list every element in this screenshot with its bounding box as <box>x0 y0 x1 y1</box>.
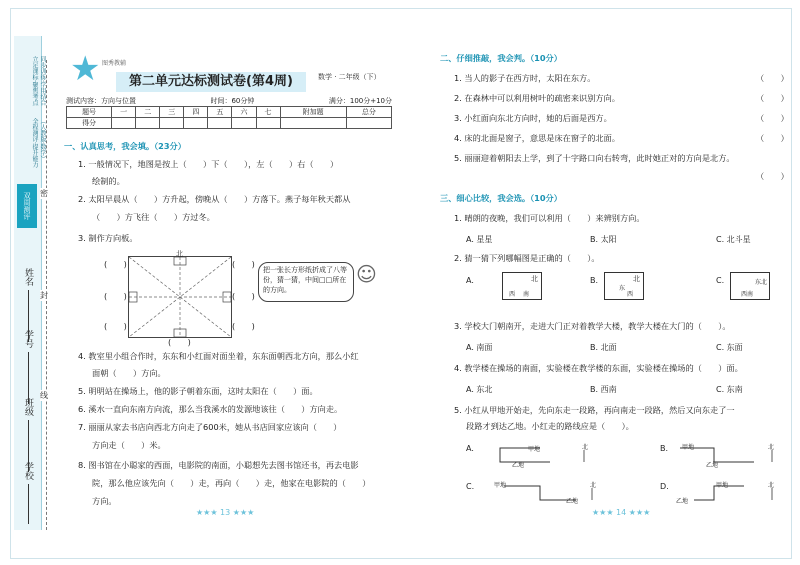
score-cell: 六 <box>232 107 256 118</box>
score-table <box>66 106 392 129</box>
choice-5-opt-d[interactable]: D. <box>660 482 669 491</box>
east-label: 东 <box>619 285 626 292</box>
strip-tag-3: 全程测评·提升能力 <box>31 118 38 168</box>
choice-1-opt-c[interactable]: C. 北斗星 <box>716 235 751 244</box>
northeast-label: 东北 <box>755 279 768 286</box>
choice-2: 2. 猜一猜下列哪幅图是正确的（ ）。 <box>454 253 600 263</box>
field-class[interactable]: 班级 <box>22 398 35 472</box>
option-a-diagram <box>502 272 542 300</box>
diagram-blank-3[interactable]: ( ) <box>104 291 127 301</box>
judge-5-answer[interactable]: （ ） <box>756 171 789 181</box>
judge-3-answer[interactable]: （ ） <box>756 113 789 123</box>
strip-tag-1: 立足课标·聚焦考点 <box>31 56 38 106</box>
star-logo-icon: ★ <box>70 49 101 89</box>
judge-1: 1. 当人的影子在西方时，太阳在东方。 <box>454 73 596 83</box>
score-cell: 总分 <box>346 107 391 118</box>
choice-5-opt-a[interactable]: A. <box>466 444 474 453</box>
route-c-north: 北 <box>590 482 597 489</box>
question-5: 5. 明明站在操场上，他的影子朝着东面，这时太阳在（ ）面。 <box>78 386 318 396</box>
score-cell: 五 <box>208 107 232 118</box>
page-title: 第二单元达标测试卷(第4周) <box>116 72 306 92</box>
question-1: 1. 一般情况下，地图是按上（ ）下（ ），左（ ）右（ ） <box>78 159 339 169</box>
diagram-blank-6[interactable]: ( ) <box>232 321 255 331</box>
test-meta <box>66 96 392 106</box>
field-id[interactable]: 学号 <box>22 330 35 404</box>
judge-4-answer[interactable]: （ ） <box>756 133 789 143</box>
question-7: 7. 丽丽从家去书店向西北方向走了600米，她从书店回家应该向（ ） <box>78 422 342 432</box>
field-name[interactable]: 姓名 <box>22 268 35 342</box>
choice-2-opt-a[interactable]: A. <box>466 276 474 285</box>
choice-3-opt-b[interactable]: B. 北面 <box>590 343 617 352</box>
question-3: 3. 制作方向板。 <box>78 233 138 243</box>
choice-3-opt-a[interactable]: A. 南面 <box>466 343 493 352</box>
choice-5-cont: 段路才到达乙地。小红走的路线应是（ ）。 <box>466 421 634 431</box>
judge-3: 3. 小红面向东北方向时，她的后面是西方。 <box>454 113 612 123</box>
section-2-heading: 二、仔细推敲，我会判。（10分） <box>440 53 562 63</box>
score-header-row <box>67 107 392 118</box>
route-a-start: 甲地 <box>528 446 541 453</box>
question-4: 4. 教室里小组合作时，东东和小红面对面坐着，东东面朝西北方向，那么小红 <box>78 351 359 361</box>
field-school[interactable]: 学校 <box>22 462 35 524</box>
diagram-blank-1[interactable]: ( ) <box>104 259 127 269</box>
cut-label-1: 密 <box>40 189 48 198</box>
question-8-cont: 院，那么他应该先向（ ）走，再向（ ）走，他家在电影院的（ ） <box>92 478 371 488</box>
choice-1: 1. 晴朗的夜晚，我们可以利用（ ）来辨别方向。 <box>454 213 645 223</box>
grade-label: 数学 · 二年级（下） <box>318 73 381 81</box>
choice-2-opt-b[interactable]: B. <box>590 276 599 285</box>
strip-tag-4: （人教版·数学） <box>39 118 46 162</box>
score-cell: 七 <box>256 107 280 118</box>
score-input[interactable] <box>256 118 280 129</box>
west-label: 西 <box>627 291 634 298</box>
question-7-cont: 方向走（ ）米。 <box>92 440 166 450</box>
choice-5: 5. 小红从甲地开始走，先向东走一段路，再向南走一段路，然后又向东走了一 <box>454 405 735 415</box>
choice-2-opt-c[interactable]: C. <box>716 276 725 285</box>
section-1-heading: 一、认真思考，我会填。（23分） <box>64 141 186 151</box>
diagram-north-label: 北 <box>176 250 183 258</box>
score-input[interactable] <box>208 118 232 129</box>
choice-4-opt-c[interactable]: C. 东南 <box>716 385 743 394</box>
page-number-left: ★★★ 13 ★★★ <box>196 508 255 517</box>
score-cell: 得分 <box>67 118 112 129</box>
question-6: 6. 溪水一直向东南方向流，那么当我溪水的发源地该往（ ）方向走。 <box>78 404 343 414</box>
diagram-blank-7[interactable]: ( ) <box>168 337 191 347</box>
option-c-diagram <box>730 272 770 300</box>
judge-2-answer[interactable]: （ ） <box>756 93 789 103</box>
score-cell: 一 <box>112 107 136 118</box>
southwest-label: 西南 <box>741 291 754 298</box>
route-b-start: 甲地 <box>682 444 695 451</box>
north-label: 北 <box>633 275 640 283</box>
section-3-heading: 三、细心比较，我会选。（10分） <box>440 193 562 203</box>
direction-board-diagram <box>128 256 232 338</box>
score-cell: 三 <box>160 107 184 118</box>
question-2: 2. 太阳早晨从（ ）方升起，傍晚从（ ）方落下。燕子每年秋天都从 <box>78 194 351 204</box>
strip-mark: 双周测评 <box>17 184 37 228</box>
score-cell: 二 <box>136 107 160 118</box>
question-2-cont: （ ）方飞往（ ）方过冬。 <box>92 212 215 222</box>
west-label: 西 <box>509 291 516 298</box>
choice-1-opt-a[interactable]: A. 星星 <box>466 235 493 244</box>
judge-4: 4. 床的北面是窗子，意思是床在窗子的北面。 <box>454 133 620 143</box>
brand-label: 图秀教辅 <box>102 60 127 67</box>
route-b-north: 北 <box>768 444 775 451</box>
score-input[interactable] <box>280 118 346 129</box>
choice-4: 4. 教学楼在操场的南面，实验楼在教学楼的东面，实验楼在操场的（ ）面。 <box>454 363 743 373</box>
question-8: 8. 图书馆在小聪家的西面，电影院的南面，小聪想先去图书馆还书，再去电影 <box>78 460 359 470</box>
judge-2: 2. 在森林中可以利用树叶的疏密来识别方向。 <box>454 93 620 103</box>
south-label: 南 <box>523 291 530 298</box>
score-input[interactable] <box>184 118 208 129</box>
cut-label-2: 封 <box>40 291 48 300</box>
choice-4-opt-b[interactable]: B. 西南 <box>590 385 617 394</box>
route-d-north: 北 <box>768 482 775 489</box>
score-cell: 附加题 <box>280 107 346 118</box>
question-1-cont: 绘制的。 <box>92 176 125 186</box>
route-d-start: 甲地 <box>716 482 729 489</box>
judge-5: 5. 丽丽迎着朝阳去上学，到了十字路口向右转弯，此时她正对的方向是北方。 <box>454 153 735 163</box>
score-input[interactable] <box>112 118 136 129</box>
score-input[interactable] <box>160 118 184 129</box>
test-time: 时间：60分钟 <box>210 97 255 105</box>
route-c-start: 甲地 <box>494 482 507 489</box>
route-c-end: 乙地 <box>566 498 579 505</box>
choice-5-opt-c[interactable]: C. <box>466 482 475 491</box>
option-b-diagram <box>604 272 644 300</box>
diagram-blank-4[interactable]: ( ) <box>232 291 255 301</box>
choice-3: 3. 学校大门朝南开，走进大门正对着教学大楼，教学大楼在大门的（ ）。 <box>454 321 731 331</box>
score-cell: 题号 <box>67 107 112 118</box>
score-cell: 四 <box>184 107 208 118</box>
cut-label-3: 线 <box>40 391 48 400</box>
score-value-row <box>67 118 392 129</box>
north-label: 北 <box>531 275 538 283</box>
strip-tag-2: 同步训练·学用结合 <box>39 56 46 106</box>
choice-1-opt-b[interactable]: B. 太阳 <box>590 235 617 244</box>
diagram-blank-5[interactable]: ( ) <box>104 321 127 331</box>
question-4-cont: 面朝（ ）方向。 <box>92 368 166 378</box>
test-content: 测试内容：方向与位置 <box>66 97 136 105</box>
page-number-right: ★★★ 14 ★★★ <box>592 508 651 517</box>
choice-3-opt-c[interactable]: C. 东面 <box>716 343 743 352</box>
score-input[interactable] <box>232 118 256 129</box>
route-d-end: 乙地 <box>676 498 689 505</box>
mascot-icon: ☺ <box>356 262 377 286</box>
route-b-end: 乙地 <box>706 462 719 469</box>
hint-bubble: 把一张长方形纸折成了八等份，猜一猜，中间□□所在的方向。 <box>258 262 354 302</box>
choice-5-opt-b[interactable]: B. <box>660 444 669 453</box>
score-input[interactable] <box>136 118 160 129</box>
choice-4-opt-a[interactable]: A. 东北 <box>466 385 493 394</box>
route-a-north: 北 <box>582 444 589 451</box>
diagram-blank-2[interactable]: ( ) <box>232 259 255 269</box>
judge-1-answer[interactable]: （ ） <box>756 73 789 83</box>
test-score: 满分：100分+10分 <box>328 97 392 105</box>
score-input[interactable] <box>346 118 391 129</box>
route-a-end: 乙地 <box>512 462 525 469</box>
question-8-cont2: 方向。 <box>92 496 117 506</box>
